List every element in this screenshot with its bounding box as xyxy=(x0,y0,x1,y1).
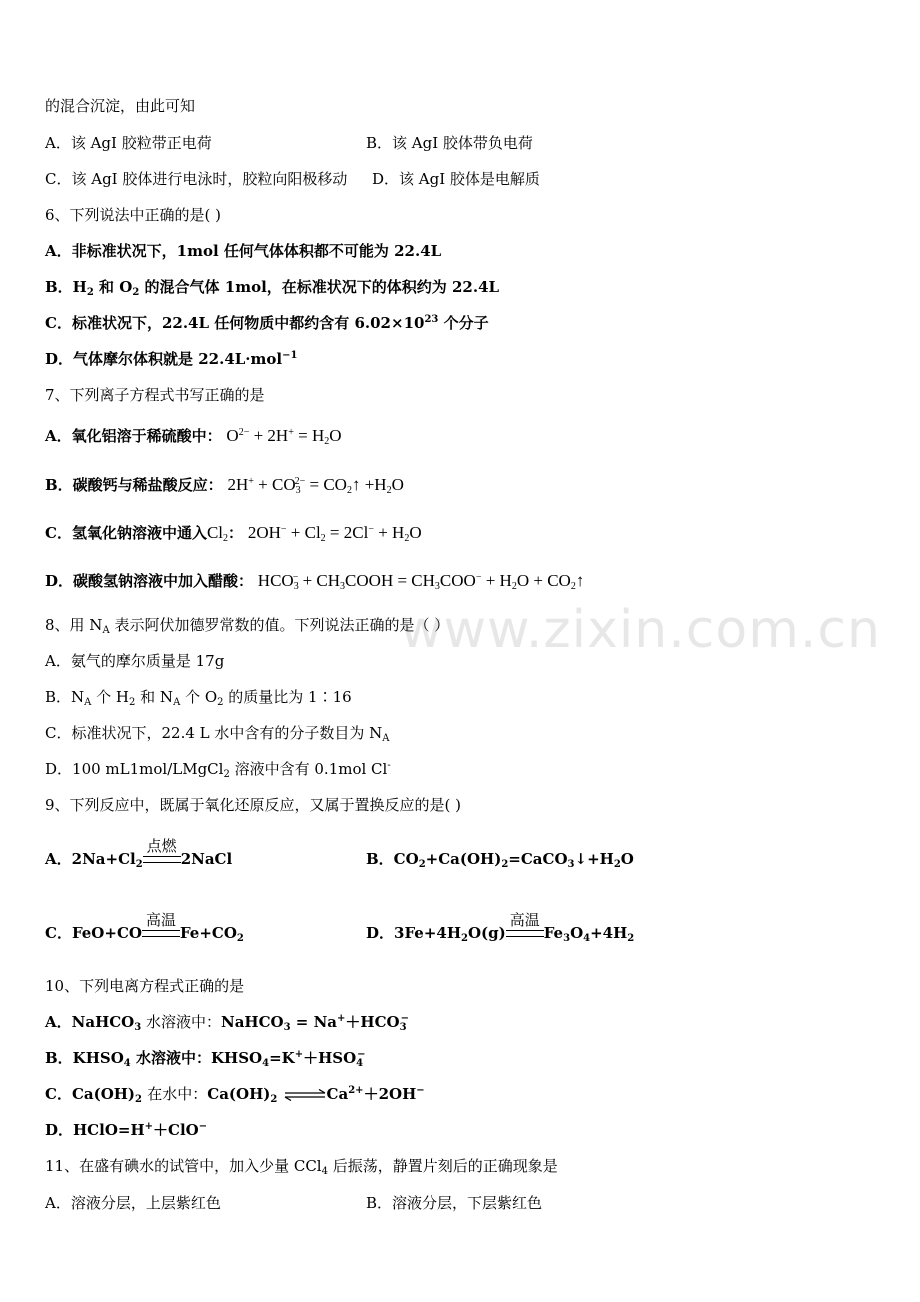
q5-option-a: A．该 AgI 胶粒带正电荷 xyxy=(45,134,212,152)
q10-stem: 10、下列电离方程式正确的是 xyxy=(45,977,245,995)
q6-option-a: A．非标准状况下，1mol 任何气体体积都不可能为 22.4L xyxy=(45,242,442,260)
q10-option-c: C．$Ca(OH)_2$ 在水中：$Ca(OH)_2$ $Ca^{2+}+2OH^-$ xyxy=(45,1085,425,1105)
q10-option-b: B．$KHSO_4$ 水溶液中：$KHSO_4=K^++HSO_4^-$ xyxy=(45,1049,366,1069)
q8-option-a: A．氨气的摩尔质量是 17g xyxy=(45,652,225,670)
q9-option-c: C．FeO+CO 高温 $Fe+CO_2$ xyxy=(45,911,244,944)
intro-text: 的混合沉淀，由此可知 xyxy=(45,97,196,115)
q6-option-d: D．气体摩尔体积就是 22.4L·mol$^{-1}$ xyxy=(45,350,298,368)
q6-option-c: C．标准状况下，22.4L 任何物质中都约含有 $6.02\times 10^{23}$ 个分子 xyxy=(45,314,489,332)
q6-stem: 6、下列说法中正确的是( ) xyxy=(45,206,222,224)
reversible-arrow-icon xyxy=(283,1089,327,1101)
q9-a-condition: 点燃 xyxy=(143,856,181,869)
q7-a-equation: $O^{2-} + 2H^+ = H_2O$ xyxy=(226,426,342,447)
q10-option-d: D．HClO=H+＋ClO− xyxy=(45,1121,208,1139)
q9-option-a: A．$2Na+Cl_2$ 点燃 2NaCl xyxy=(45,837,233,870)
q7-option-c: C．氢氧化钠溶液中通入$Cl_2$： $2OH^- + Cl_2 = 2Cl^- + H_2O$ xyxy=(45,523,422,544)
q7-option-b: B．碳酸钙与稀盐酸反应： $2H^+ + CO_3^{2-}$ = $CO_2↑ +H_2O$ xyxy=(45,475,404,496)
q10-option-a: A．NaHCO$_3$ 水溶液中：NaHCO$_3$ = $Na^++HCO_3^-$ xyxy=(45,1013,409,1033)
q5-option-c: C．该 AgI 胶体进行电泳时，胶粒向阳极移动 xyxy=(45,170,348,188)
q8-option-b: B．$N_A$ 个 $H_2$ 和 $N_A$ 个 $O_2$ 的质量比为 1∶16 xyxy=(45,688,352,708)
q5-option-d: D．该 AgI 胶体是电解质 xyxy=(372,170,540,188)
watermark: www.zixin.com.cn xyxy=(400,600,881,660)
q9-option-d: D．$3Fe+4H_2O(g)$ 高温 $Fe_3O_4+4H_2$ xyxy=(366,911,635,944)
q11-option-b: B．溶液分层，下层紫红色 xyxy=(366,1194,543,1212)
q7-stem: 7、下列离子方程式书写正确的是 xyxy=(45,386,265,404)
q7-b-equation: $2H^+ + CO_3^{2-}$ = $CO_2↑ +H_2O$ xyxy=(227,475,404,496)
q5-option-b: B．该 AgI 胶体带负电荷 xyxy=(366,134,533,152)
q9-d-condition: 高温 xyxy=(506,930,544,943)
q7-option-d: D．碳酸氢钠溶液中加入醋酸： $HCO_3^-$ + $CH_3COOH = CH_3COO^- + H_2O$ + $CO_2↑$ xyxy=(45,571,585,592)
q6-option-b: B．$H_2$ 和 $O_2$ 的混合气体 1mol，在标准状况下的体积约为 22.4L xyxy=(45,278,500,298)
q9-option-b: B．$CO_2+Ca(OH)_2=CaCO_3↓+H_2O$ xyxy=(366,850,634,870)
q8-option-d: D．100 mL1mol/LMgCl$_2$ 溶液中含有 0.1mol Cl- xyxy=(45,760,391,780)
q11-stem: 11、在盛有碘水的试管中，加入少量 CCl$_4$ 后振荡，静置片刻后的正确现象是 xyxy=(45,1157,558,1177)
q8-stem: 8、用 $N_A$ 表示阿伏加德罗常数的值。下列说法正确的是（ ） xyxy=(45,616,450,636)
q7-c-equation: $2OH^- + Cl_2 = 2Cl^- + H_2O$ xyxy=(247,523,422,544)
q11-option-a: A．溶液分层，上层紫红色 xyxy=(45,1194,221,1212)
q7-d-equation: $HCO_3^-$ + $CH_3COOH = CH_3COO^- + H_2O$ + $CO_2↑$ xyxy=(257,571,585,592)
q9-c-condition: 高温 xyxy=(142,930,180,943)
q7-option-a: A．氧化铝溶于稀硫酸中： $O^{2-} + 2H^+ = H_2O$ xyxy=(45,426,342,447)
q8-option-c: C．标准状况下，22.4 L 水中含有的分子数目为 $N_A$ xyxy=(45,724,390,744)
q9-stem: 9、下列反应中，既属于氧化还原反应，又属于置换反应的是( ) xyxy=(45,796,462,814)
